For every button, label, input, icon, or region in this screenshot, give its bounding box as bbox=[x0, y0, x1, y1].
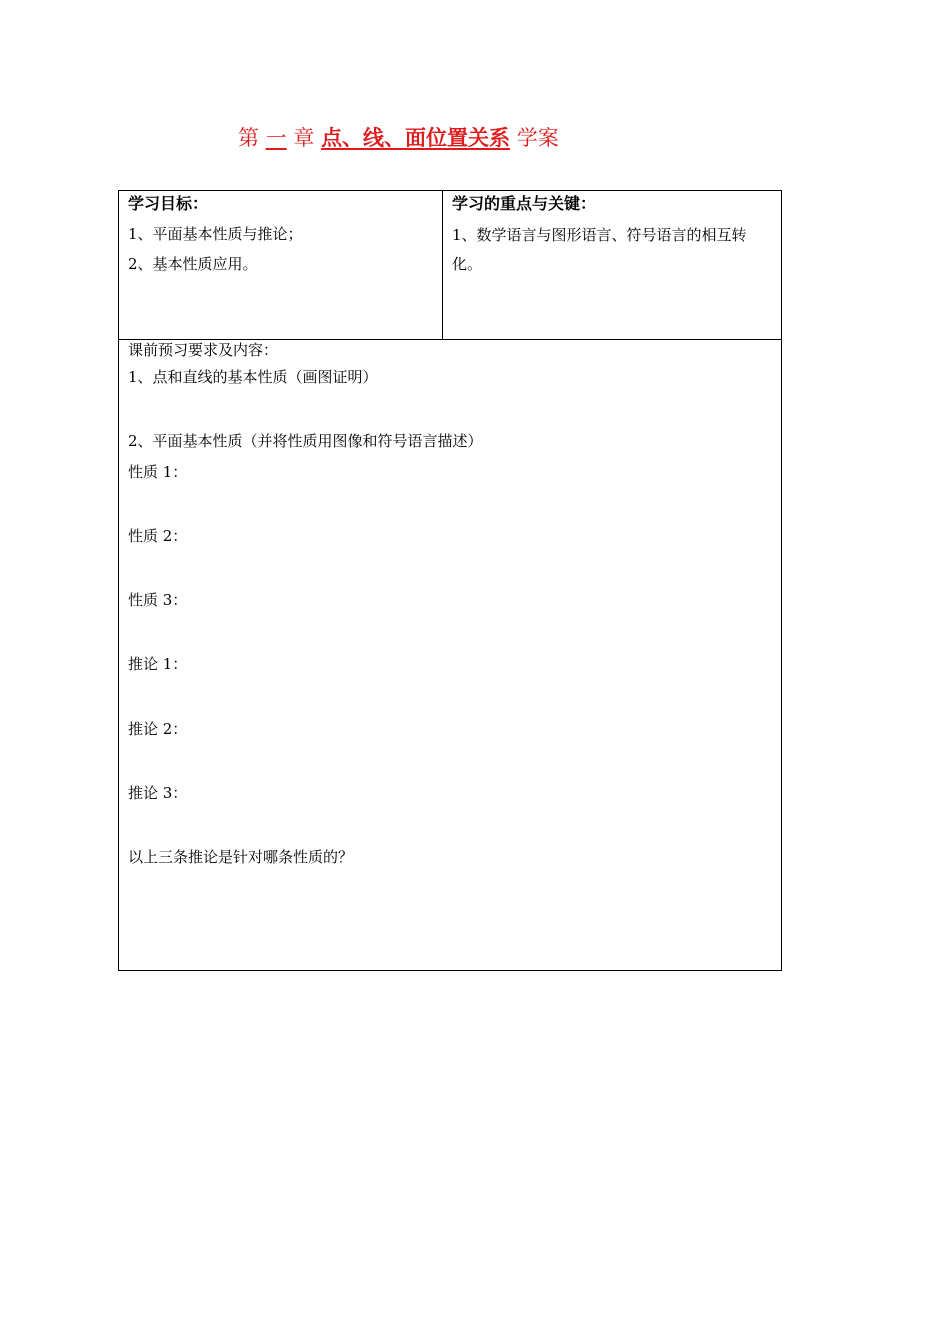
corollary-1: 推论 1： bbox=[128, 655, 188, 673]
property-2: 性质 2： bbox=[128, 527, 188, 545]
title-prefix: 第 bbox=[238, 126, 259, 150]
top-row bbox=[119, 191, 781, 340]
key-point-item-1: 1、数学语言与图形语言、符号语言的相互转化。 bbox=[452, 226, 747, 273]
question: 以上三条推论是针对哪条性质的？ bbox=[128, 848, 354, 866]
objectives-cell bbox=[119, 191, 443, 339]
preview-item-1: 1、点和直线的基本性质（画图证明） bbox=[128, 368, 378, 386]
title-chapter-label: 章 bbox=[293, 126, 315, 150]
corollary-2: 推论 2： bbox=[128, 720, 188, 738]
preview-cell bbox=[119, 339, 781, 971]
objective-item-1: 1、平面基本性质与推论； bbox=[128, 225, 303, 243]
preview-item-2: 2、平面基本性质（并将性质用图像和符号语言描述） bbox=[128, 432, 483, 450]
key-points-cell bbox=[443, 191, 781, 339]
worksheet-table bbox=[118, 190, 782, 971]
preview-heading: 课前预习要求及内容： bbox=[128, 341, 279, 359]
property-3: 性质 3： bbox=[128, 591, 188, 609]
objectives-heading: 学习目标： bbox=[128, 194, 209, 213]
property-1: 性质 1： bbox=[128, 463, 188, 481]
key-points-heading: 学习的重点与关键： bbox=[452, 194, 597, 213]
title-suffix: 学案 bbox=[516, 126, 559, 150]
corollary-3: 推论 3： bbox=[128, 784, 188, 802]
title-chapter-number: 一 bbox=[265, 126, 287, 150]
objective-item-2: 2、基本性质应用。 bbox=[128, 255, 258, 273]
title-topic: 点、线、面位置关系 bbox=[321, 125, 511, 150]
